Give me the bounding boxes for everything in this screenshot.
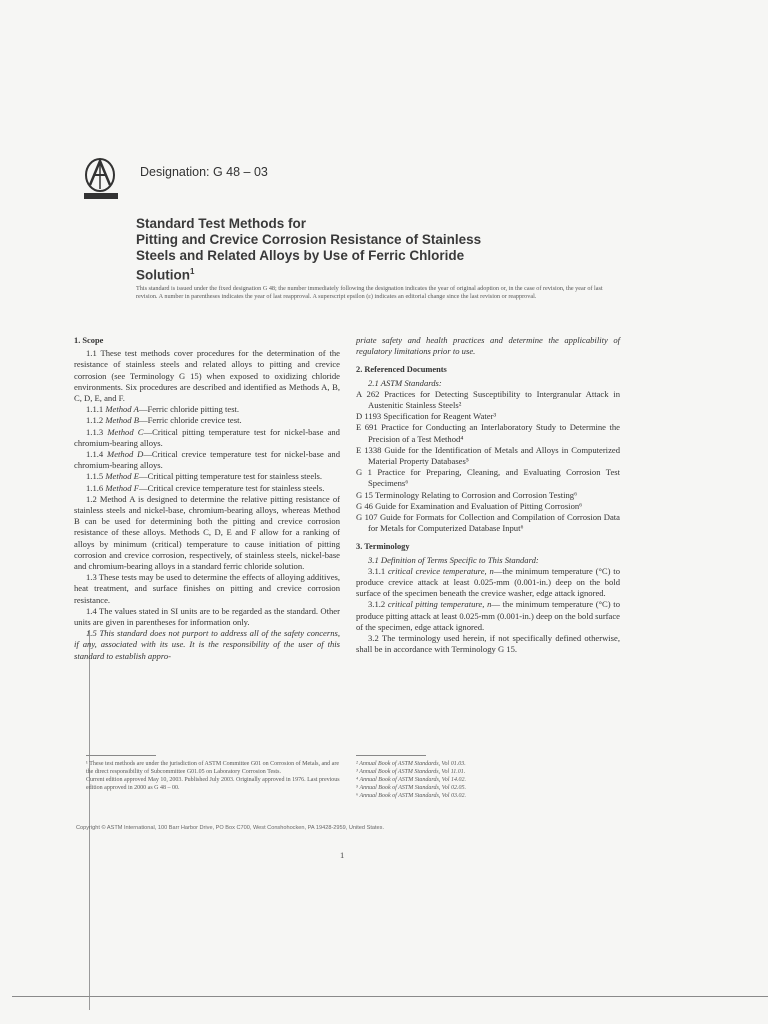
ref-a262: A 262 Practices for Detecting Susceptibility to Intergranular Attack in Austenitic Stainless Steels²	[356, 388, 620, 411]
footnotes-left	[86, 760, 341, 792]
ref-e1338: E 1338 Guide for the Identification of Metals and Alloys in Computerized Material Property Databases⁵	[356, 444, 620, 467]
footnote-edition: Current edition approved May 10, 2003. Published July 2003. Originally approved in 1976. Last previous edition approved in 2000 as G 48 – 00.	[86, 777, 340, 791]
section-2-heading: 2. Referenced Documents	[356, 365, 447, 375]
footnote-4: ⁴ Annual Book of ASTM Standards, Vol 14.02.	[356, 777, 466, 783]
ref-g15: G 15 Terminology Relating to Corrosion and Corrosion Testing⁶	[356, 489, 578, 500]
footnote-rule-right	[356, 755, 426, 756]
para-1-5-continued: priate safety and health practices and determine the applicability of regulatory limitations prior to use.	[356, 335, 620, 357]
left-column	[74, 335, 340, 662]
standard-note: This standard is issued under the fixed designation G 48; the number immediately following the designation indicates the year of original adoption or, in the case of revision, the year of last revision. A number in parentheses indicates the year of last reapproval. A superscript epsilon (ε) indicates an editorial change since the last revision or reapproval.	[136, 285, 603, 300]
footnote-3: ³ Annual Book of ASTM Standards, Vol 11.01.	[356, 769, 466, 775]
ref-d1193: D 1193 Specification for Reagent Water³	[356, 411, 497, 422]
right-column	[356, 335, 620, 655]
title-footnote-mark: 1	[190, 267, 195, 276]
page-number: 1	[340, 850, 345, 860]
para-1-5: 1.5 This standard does not purport to address all of the safety concerns, if any, associated with its use. It is the responsibility of the user of this standard to establish appro-	[74, 628, 340, 661]
ref-g1: G 1 Practice for Preparing, Cleaning, and Evaluating Corrosion Test Specimens⁶	[356, 467, 620, 489]
footnotes-right	[356, 760, 618, 800]
astm-standards-subheading: 2.1 ASTM Standards:	[368, 377, 442, 388]
method-a-line: 1.1.1 Method A—Ferric chloride pitting test.	[86, 404, 240, 415]
method-e-line: 1.1.5 Method E—Critical pitting temperature test for stainless steels.	[86, 471, 323, 482]
footnote-1: ¹ These test methods are under the jurisdiction of ASTM Committee G01 on Corrosion of Metals, and are the direct responsibility of Subcommittee G01.05 on Laboratory Corrosion Tests.	[86, 761, 339, 775]
para-1-2: 1.2 Method A is designed to determine the relative pitting resistance of stainless steels and nickel-base, chromium-bearing alloys, whereas Method B can be used for determining both the pitting and crevice corrosion resistance of these alloys. Methods C, D, E and F allow for a ranking of alloys by minimum (critical) temperature to cause initiation of pitting corrosion and crevice corrosion, respectively, of stainless steels, nickel-base and chromium-bearing alloys in a standard ferric chloride solution.	[74, 493, 340, 572]
ref-g107: G 107 Guide for Formats for Collection and Compilation of Corrosion Data for Metals for Computerized Database Input⁶	[356, 512, 620, 534]
para-1-1: 1.1 These test methods cover procedures for the determination of the resistance of stainless steels and related alloys to pitting and crevice corrosion (see Terminology G 15) when exposed to oxidizing chloride environments. Six procedures are described and identified as Methods A, B, C, D, E, and F.	[74, 348, 340, 404]
footnote-5: ⁵ Annual Book of ASTM Standards, Vol 02.05.	[356, 785, 466, 791]
terminology-subheading: 3.1 Definition of Terms Specific to This Standard:	[368, 554, 539, 565]
document-title	[136, 216, 556, 284]
designation-label: Designation: G 48 – 03	[140, 165, 268, 179]
section-1-heading: 1. Scope	[74, 336, 104, 345]
astm-logo-icon	[80, 155, 132, 203]
footnote-6: ⁶ Annual Book of ASTM Standards, Vol 03.02.	[356, 793, 466, 799]
definition-critical-crevice: 3.1.1 critical crevice temperature, n—the minimum temperature (°C) to produce crevice attack at least 0.025-mm (0.001-in.) deep on the bold surface of the specimen beneath the crevice washer, edge attack ignored.	[356, 565, 620, 599]
para-3-2: 3.2 The terminology used herein, if not specifically defined otherwise, shall be in accordance with Terminology G 15.	[356, 633, 620, 655]
ref-g46: G 46 Guide for Examination and Evaluation of Pitting Corrosion⁶	[356, 500, 583, 511]
footnote-rule-left	[86, 755, 156, 756]
title-line-4: Solution	[136, 267, 190, 283]
copyright-line: Copyright © ASTM International, 100 Barr Harbor Drive, PO Box C700, West Conshohocken, PA 19428-2959, United States.	[76, 825, 384, 831]
title-line-3: Steels and Related Alloys by Use of Ferric Chloride	[136, 248, 465, 263]
method-b-line: 1.1.2 Method B—Ferric chloride crevice test.	[86, 415, 242, 426]
para-1-3: 1.3 These tests may be used to determine the effects of alloying additives, heat treatment, and surface finishes on pitting and crevice corrosion resistance.	[74, 572, 340, 605]
method-c-line: 1.1.3 Method C—Critical pitting temperature test for nickel-base and chromium-bearing alloys.	[74, 426, 340, 448]
title-line-2: Pitting and Crevice Corrosion Resistance of Stainless	[136, 232, 482, 247]
method-d-line: 1.1.4 Method D—Critical crevice temperature test for nickel-base and chromium-bearing alloys.	[74, 449, 341, 471]
method-f-line: 1.1.6 Method F—Critical crevice temperature test for stainless steels.	[86, 482, 325, 493]
scan-bottom-edge	[12, 996, 768, 997]
ref-e691: E 691 Practice for Conducting an Interlaboratory Study to Determine the Precision of a Test Method⁴	[356, 422, 620, 444]
title-line-1: Standard Test Methods for	[136, 216, 307, 231]
scan-artifact-line	[89, 630, 90, 1010]
footnote-2: ² Annual Book of ASTM Standards, Vol 01.03.	[356, 761, 466, 767]
section-3-heading: 3. Terminology	[356, 542, 410, 552]
definition-critical-pitting: 3.1.2 critical pitting temperature, n— the minimum temperature (°C) to produce pitting attack at least 0.025-mm (0.001-in.) deep on the bold surface of the specimen, edge attack ignored.	[356, 599, 620, 632]
para-1-4: 1.4 The values stated in SI units are to be regarded as the standard. Other units are given in parentheses for information only.	[74, 605, 340, 628]
